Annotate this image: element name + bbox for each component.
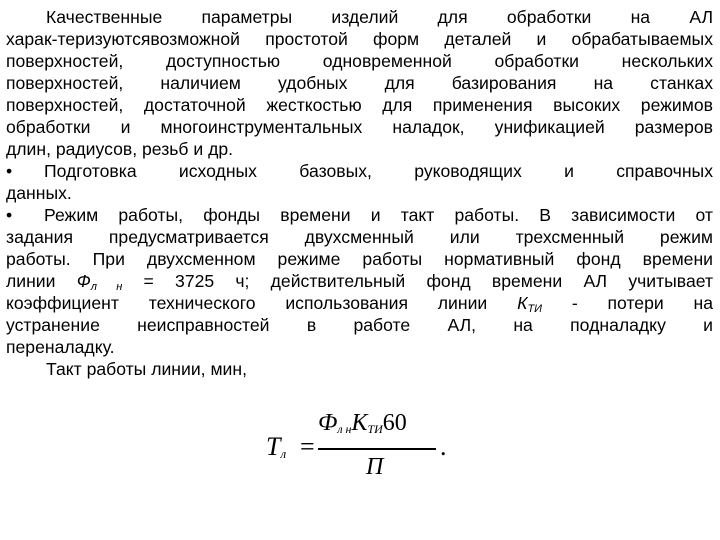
text-line-9: данных. [6,183,72,203]
text-line-2: харак-теризуютсявозможной простотой форм деталей и обрабатываемых [6,29,713,49]
bullet-icon: • [6,161,13,181]
bullet-item-2 [6,204,713,226]
text-line-11: задания предусматривается двухсменный или трехсменный режим [6,227,713,247]
text-line-14 [6,292,713,314]
text-line-1: Качественные параметры изделий для обработки на АЛ [46,7,713,27]
bullet-text-2: Режим работы, фонды времени и такт работы. В зависимости от [44,205,713,225]
text-line-14-start: коэффициент технического использования линии [6,293,488,313]
takt-formula [266,408,456,488]
text-line-14-end: - потери на [571,293,713,313]
formula-lhs: $T_л$ [266,432,287,461]
text-line-4: поверхностей, наличием удобных для базирования на станках [6,73,713,93]
text-line-15: устранение неисправностей в работе АЛ, на подналадку и [6,315,713,335]
formula-numerator: $Ф_{л н}К_{ТИ}60$ [318,410,407,436]
text-line-16: переналадку. [6,337,115,357]
fraction-bar [318,448,436,450]
text-line-12: работы. При двухсменном режиме работы нормативный фонд времени [6,249,713,269]
formula-denominator: П [366,454,384,480]
text-line-7: длин, радиусов, резьб и др. [6,139,234,159]
text-line-3: поверхностей, доступностью одновременной обработки нескольких [6,51,713,71]
formula-end: . [440,432,447,461]
text-line-13 [6,270,713,292]
text-line-17: Такт работы линии, мин, [46,359,247,379]
bullet-item-1 [6,160,713,182]
bullet-text-1: Подготовка исходных базовых, руководящих и справочных [44,161,713,181]
coef-symbol: $К_{ТИ}$ [517,293,543,314]
text-line-6: обработки и многоинструментальных наладок, унификацией размеров [6,117,713,137]
text-line-13-end: = 3725 ч; действительный фонд времени АЛ учитывает [143,271,713,291]
bullet-icon: • [6,205,13,225]
formula-equals: = [300,432,315,461]
text-line-13-start: линии [6,271,56,291]
fund-symbol: $Ф_{л н}$ [76,271,123,292]
text-line-5: поверхностей, достаточной жесткостью для применения высоких режимов [6,95,713,115]
